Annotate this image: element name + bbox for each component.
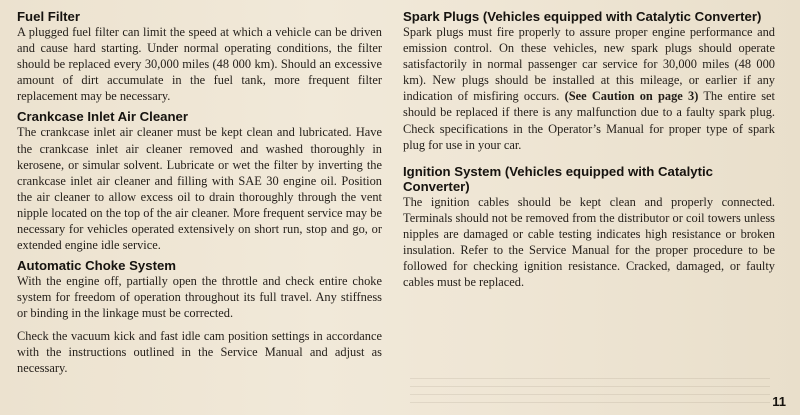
heading-crankcase: Crankcase Inlet Air Cleaner	[17, 109, 189, 125]
heading-ignition: Ignition System (Vehicles equipped with Catalytic Converter)	[403, 163, 713, 194]
body-crankcase: The crankcase inlet air cleaner must be kept clean and lubricated. Have the crankcase inlet air cleaner removed and washed thoroughly in kerosene, or simular solvent. Lubricate or wet the filter by inverting the crankcase inlet air cleaner and filling with SAE 30 engine oil. Position the air cleaner to allow excess oil to drain thoroughly through the vent nipple located on the top of the air cleaner. More frequent service may be necessary for vehicles operated extensively on short run, stop and go, or extended engine idle service.	[17, 125, 382, 253]
heading-spark-plugs: Spark Plugs (Vehicles equipped with Catalytic Converter)	[403, 9, 762, 24]
spark-plugs-text-b: The entire set should be replaced if there is any malfunction due to a faulty spark plug. Check specifications in the Operator’s Manual for proper type of spark plug for use in your car.	[403, 89, 775, 152]
section-fuel-filter	[17, 9, 382, 104]
right-column	[403, 9, 775, 295]
spark-plugs-text-a: Spark plugs must fire properly to assure proper engine performance and emission control. On these vehicles, new spark plugs should operate satisfactorily in normal passenger car service for 30,000 miles (48 000 km). New plugs should be installed at this mileage, or earlier if any indication of misfiring occurs.	[403, 25, 775, 104]
body-ignition: The ignition cables should be kept clean and properly connected. Terminals should not be removed from the distributor or coil towers unless nipples are damaged or cable testing indicates high resistance or broken insulation. Refer to the Service Manual for the proper procedure to be followed for checking ignition resistance. Cracked, damaged, or faulty cables must be replaced.	[403, 194, 775, 290]
body-choke-2: Check the vacuum kick and fast idle cam position settings in accordance with the instructions outlined in the Service Manual and adjust as necessary.	[17, 328, 382, 375]
bleed-through-texture	[410, 378, 770, 408]
section-spark-plugs	[403, 9, 775, 153]
body-spark-plugs	[403, 24, 775, 153]
heading-fuel-filter: Fuel Filter	[17, 9, 81, 24]
caution-reference: (See Caution on page 3)	[564, 89, 699, 104]
section-choke	[17, 258, 382, 376]
heading-choke: Automatic Choke System	[17, 258, 177, 274]
section-crankcase	[17, 109, 382, 253]
page-number: 11	[772, 394, 786, 409]
left-column	[17, 9, 382, 381]
section-ignition	[403, 164, 775, 291]
body-choke-1: With the engine off, partially open the throttle and check entire choke system for freedom of operation throughout its full travel. Any stiffness or binding in the linkage must be corrected.	[17, 274, 382, 321]
body-fuel-filter: A plugged fuel filter can limit the speed at which a vehicle can be driven and cause hard starting. Under normal operating conditions, the filter should be replaced every 30,000 miles (48 000 km). Should an excessive amount of dirt accumulate in the fuel tank, more frequent filter replacement may be necessary.	[17, 25, 382, 104]
